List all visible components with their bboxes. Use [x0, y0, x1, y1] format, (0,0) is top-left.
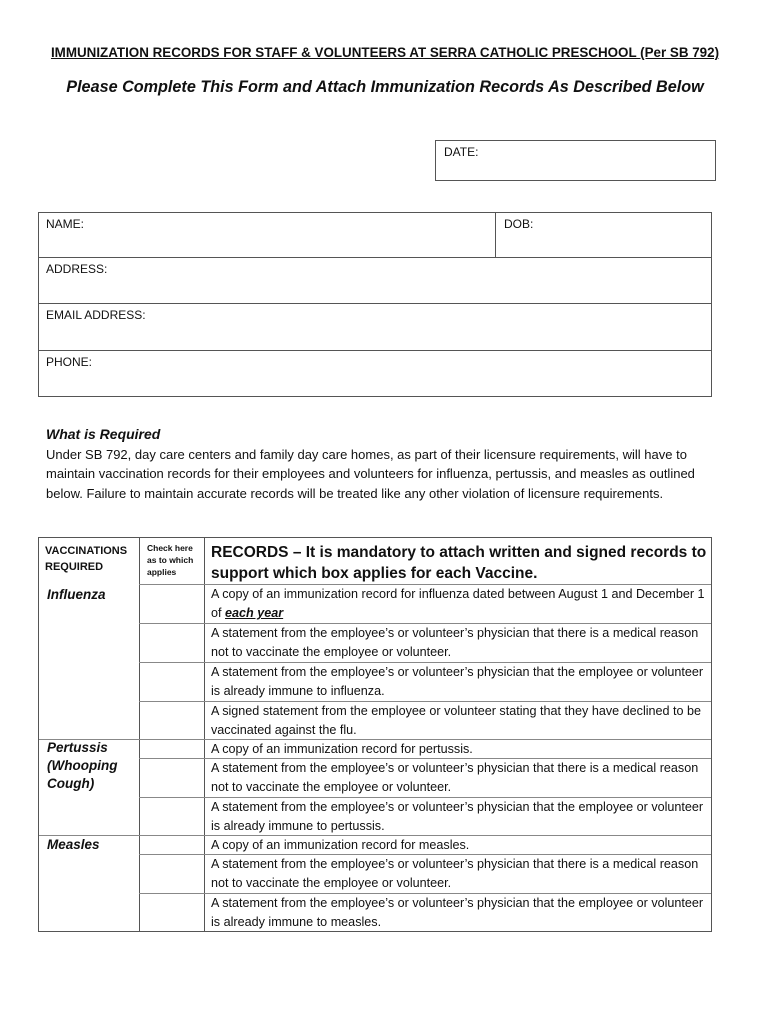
- date-label: DATE:: [444, 145, 479, 159]
- checkbox-influenza-immune[interactable]: [140, 663, 204, 701]
- name-field[interactable]: [39, 213, 711, 258]
- vaccine-pertussis: Pertussis (Whooping Cough): [47, 740, 118, 791]
- record-measles-immune: A statement from the employee’s or volunteer’s physician that the employee or volunteer is already immune to measles.: [211, 896, 704, 930]
- column-divider: [204, 538, 205, 931]
- checkbox-measles-immune[interactable]: [140, 894, 204, 931]
- dob-label: DOB:: [504, 217, 534, 231]
- requirements-body: [46, 445, 726, 503]
- record-influenza-medical: A statement from the employee’s or volunteer’s physician that there is a medical reason not to vaccinate the employee or volunteer.: [211, 626, 699, 660]
- dob-divider: [495, 213, 496, 258]
- phone-label: PHONE:: [46, 355, 93, 369]
- checkbox-measles-medical[interactable]: [140, 855, 204, 893]
- name-label: NAME:: [46, 217, 85, 231]
- checkbox-measles-record[interactable]: [140, 836, 204, 854]
- vaccine-influenza: Influenza: [47, 587, 106, 602]
- header-vaccinations: VACCINATIONS REQUIRED: [45, 545, 128, 573]
- checkbox-influenza-declined[interactable]: [140, 702, 204, 739]
- email-field[interactable]: [39, 304, 711, 351]
- vaccine-measles: Measles: [47, 837, 100, 852]
- record-influenza-declined: A signed statement from the employee or volunteer stating that they have declined to be vaccinated against the flu.: [211, 704, 702, 738]
- checkbox-pertussis-immune[interactable]: [140, 798, 204, 835]
- checkbox-influenza-record[interactable]: [140, 585, 204, 623]
- record-pertussis-copy: A copy of an immunization record for pertussis.: [211, 742, 473, 756]
- checkbox-pertussis-record[interactable]: [140, 740, 204, 758]
- requirements-heading: What is Required: [46, 426, 161, 442]
- form-subtitle: Please Complete This Form and Attach Immunization Records As Described Below: [66, 78, 704, 96]
- checkbox-pertussis-medical[interactable]: [140, 759, 204, 797]
- header-check: Check here as to which applies: [147, 543, 194, 577]
- requirements-text: Under SB 792, day care centers and family day care homes, as part of their licensure requirements, will have to maintain vaccination records for their employees and volunteers for influenza, pertussis, and measles as outlined below. Failure to maintain accurate records will be treated like any other violation of licensure requirements.: [46, 447, 695, 501]
- record-pertussis-medical: A statement from the employee’s or volunteer’s physician that there is a medical reason not to vaccinate the employee or volunteer.: [211, 761, 699, 795]
- record-influenza-copy: A copy of an immunization record for influenza dated between August 1 and December 1 of each year: [211, 587, 705, 621]
- date-field[interactable]: [435, 140, 716, 181]
- vaccination-table: [38, 537, 712, 932]
- each-year-emphasis: each year: [225, 606, 284, 621]
- header-records: RECORDS – It is mandatory to attach written and signed records to support which box applies for each Vaccine.: [211, 544, 707, 582]
- form-title: IMMUNIZATION RECORDS FOR STAFF & VOLUNTEERS AT SERRA CATHOLIC PRESCHOOL (Per SB 792): [50, 45, 720, 60]
- record-measles-medical: A statement from the employee’s or volunteer’s physician that there is a medical reason not to vaccinate the employee or volunteer.: [211, 857, 699, 891]
- record-measles-copy: A copy of an immunization record for measles.: [211, 838, 470, 852]
- address-label: ADDRESS:: [46, 262, 108, 276]
- checkbox-influenza-medical[interactable]: [140, 624, 204, 662]
- email-label: EMAIL ADDRESS:: [46, 308, 146, 322]
- address-field[interactable]: [39, 258, 711, 304]
- personal-info-table: [38, 212, 712, 397]
- phone-field[interactable]: [39, 351, 711, 396]
- record-influenza-immune: A statement from the employee’s or volunteer’s physician that the employee or volunteer is already immune to influenza.: [211, 665, 704, 699]
- record-pertussis-immune: A statement from the employee’s or volunteer’s physician that the employee or volunteer is already immune to pertussis.: [211, 800, 704, 834]
